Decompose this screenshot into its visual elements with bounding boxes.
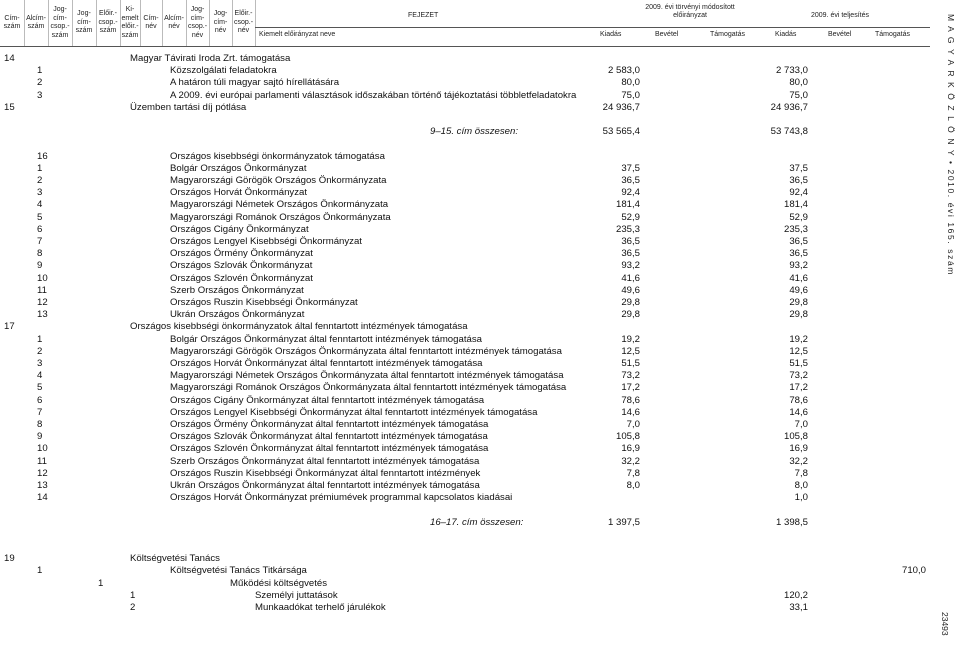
- table-row: [0, 443, 930, 455]
- subtitle-name: Országos Ruszin Kisebbségi Önkormányzat által fenntartott intézmények: [170, 467, 481, 479]
- title-number: 19: [4, 553, 15, 565]
- subtitle-number: 1: [37, 162, 43, 174]
- subtitle-number: 9: [37, 260, 43, 272]
- table-row: [0, 358, 930, 370]
- subtitle-number: 9: [37, 431, 43, 443]
- subheader-col-2: Bevétel: [655, 31, 679, 38]
- appropriation-number: 1: [130, 589, 136, 601]
- modified-budget-value: 7,0: [626, 419, 640, 430]
- subtitle-name: Országos Örmény Önkormányzat által fenntartott intézmények támogatása: [170, 419, 489, 430]
- title-name: Országos kisebbségi önkormányzatok által fenntartott intézmények támogatása: [130, 321, 468, 333]
- subtitle-name: Költségvetési Tanács Titkársága: [170, 565, 307, 577]
- subtitle-name: Magyarországi Románok Országos Önkormányzata: [170, 211, 391, 223]
- table-row: [0, 273, 930, 285]
- table-row: [0, 126, 930, 138]
- appropriation-number: 2: [130, 602, 136, 613]
- subtitle-name: Országos Ruszin Kisebbségi Önkormányzat: [170, 297, 358, 308]
- performance-value: 8,0: [794, 480, 808, 491]
- table-row: [0, 163, 930, 175]
- performance-value: 16,9: [789, 443, 808, 455]
- table-row: [0, 504, 930, 516]
- subtitle-name: Országos Cigány Önkormányzat: [170, 223, 309, 235]
- performance-value: 53 743,8: [770, 126, 808, 138]
- subtitle-number: 14: [37, 492, 48, 504]
- performance-value: 36,5: [789, 175, 808, 186]
- subtitle-number: 1: [37, 333, 43, 345]
- table-row: [0, 285, 930, 297]
- subtitle-name: Szerb Országos Önkormányzat által fenntartott intézmények támogatása: [170, 455, 480, 467]
- subtitle-number: 5: [37, 382, 43, 394]
- performance-value: 36,5: [789, 248, 808, 260]
- section-label: FEJEZET: [408, 12, 439, 19]
- performance-value: 29,8: [789, 309, 808, 321]
- subtitle-number: 3: [37, 358, 43, 369]
- appropriation-name: Munkaadókat terhelő járulékok: [255, 602, 386, 613]
- modified-budget-value: 16,9: [621, 443, 640, 455]
- subtitle-name: Közszolgálati feladatokra: [170, 65, 277, 77]
- title-number: 17: [4, 321, 15, 333]
- modified-budget-value: 93,2: [621, 260, 640, 272]
- performance-value: 49,6: [789, 284, 808, 296]
- table-row: [0, 468, 930, 480]
- subtitle-name: Országos Lengyel Kisebbségi Önkormányzat által fenntartott intézmények támogatása: [170, 406, 538, 418]
- table-row: [0, 199, 930, 211]
- performance-value: 32,2: [789, 455, 808, 467]
- modified-budget-value: 53 565,4: [602, 126, 640, 138]
- performance-value: 80,0: [789, 77, 808, 89]
- subtitle-name: Szerb Országos Önkormányzat: [170, 284, 304, 296]
- performance-value: 7,8: [794, 467, 808, 479]
- performance-value: 52,9: [789, 211, 808, 223]
- subtitle-name: Országos Örmény Önkormányzat: [170, 248, 313, 260]
- modified-budget-value: 12,5: [621, 345, 640, 357]
- table-row: [0, 553, 930, 565]
- performance-value: 19,2: [789, 333, 808, 345]
- header-col-8: Alcím- név: [162, 0, 187, 46]
- modified-budget-value: 17,2: [621, 382, 640, 394]
- performance-value: 181,4: [783, 199, 808, 211]
- subtitle-name: Országos Horvát Önkormányzat: [170, 187, 308, 199]
- subtitle-name: Országos Lengyel Kisebbségi Önkormányzat: [170, 236, 362, 247]
- modified-budget-value: 29,8: [621, 309, 640, 321]
- performance-value: 29,8: [789, 297, 808, 308]
- subtitle-name: Országos Szlovén Önkormányzat által fenntartott intézmények támogatása: [170, 443, 489, 455]
- subtitle-number: 5: [37, 211, 43, 223]
- table-row: [0, 114, 930, 126]
- subtitle-name: Ukrán Országos Önkormányzat: [170, 309, 305, 321]
- table-row: [0, 419, 930, 431]
- table-row: [0, 480, 930, 492]
- performance-value: 12,5: [789, 345, 808, 357]
- subtitle-name: Országos Cigány Önkormányzat által fenntartott intézmények támogatása: [170, 394, 485, 406]
- performance-value: 1 398,5: [775, 516, 808, 528]
- table-row: [0, 90, 930, 102]
- subtitle-number: 2: [37, 77, 43, 89]
- table-row: [0, 224, 930, 236]
- modified-budget-value: 32,2: [621, 455, 640, 467]
- subtitle-number: 4: [37, 370, 43, 382]
- table-row: [0, 65, 930, 77]
- table-row: [0, 456, 930, 468]
- modified-budget-value: 80,0: [621, 77, 640, 89]
- subtitle-number: 13: [37, 480, 48, 491]
- performance-value: 235,3: [783, 223, 808, 235]
- table-row: [0, 151, 930, 163]
- performance-value: 33,1: [789, 602, 808, 613]
- performance-group-label: 2009. évi teljesítés: [811, 12, 869, 19]
- subtitle-name: Magyarországi Görögök Országos Önkormányzata által fenntartott intézmények támogatása: [170, 345, 562, 357]
- header-col-3: Jog- cím- csop.- szám: [48, 0, 73, 46]
- subtitle-name: Ukrán Országos Önkormányzat által fenntartott intézmények támogatása: [170, 480, 480, 491]
- subtitle-number: 12: [37, 297, 48, 308]
- subtitle-number: 7: [37, 236, 43, 247]
- subtitle-name: Magyarországi Németek Országos Önkormányzata: [170, 199, 389, 211]
- subheader-col-3: Támogatás: [710, 31, 746, 38]
- subtitle-number: 2: [37, 345, 43, 357]
- subtitle-name: Országos Szlovén Önkormányzat: [170, 272, 313, 284]
- table-row: [0, 175, 930, 187]
- modified-budget-value: 19,2: [621, 333, 640, 345]
- table-row: [0, 102, 930, 114]
- subtitle-number: 3: [37, 187, 43, 199]
- table-row: [0, 529, 930, 541]
- table-row: [0, 248, 930, 260]
- table-row: [0, 395, 930, 407]
- subtitle-name: Országos Horvát Önkormányzat által fenntartott intézmények támogatása: [170, 358, 483, 369]
- performance-value: 51,5: [789, 358, 808, 369]
- publication-title: M A G Y A R K Ö Z L Ö N Y • 2010. évi 165. szám: [946, 14, 956, 276]
- performance-value: 93,2: [789, 260, 808, 272]
- subtitle-name: A határon túli magyar sajtó hírellátására: [170, 77, 340, 89]
- title-name: Költségvetési Tanács: [130, 553, 220, 565]
- subtitle-name: Országos Horvát Önkormányzat prémiumévek programmal kapcsolatos kiadásai: [170, 492, 513, 504]
- subtitle-number: 2: [37, 175, 43, 186]
- modified-budget-group-label: 2009. évi törvényi módosított előirányzat: [645, 4, 735, 19]
- header-col-1: Cím- szám: [0, 0, 25, 46]
- header-col-9: Jog- cím- csop.- név: [186, 0, 210, 46]
- table-row: [0, 138, 930, 150]
- subtitle-number: 1: [37, 65, 43, 77]
- performance-value: 7,0: [794, 419, 808, 430]
- table-row: [0, 370, 930, 382]
- performance-value: 24 936,7: [770, 101, 808, 113]
- performance-value: 120,2: [783, 589, 808, 601]
- subtitle-number: 13: [37, 309, 48, 321]
- modified-budget-value: 7,8: [626, 467, 640, 479]
- subtitle-number: 11: [37, 455, 47, 467]
- subtitle-name: Bolgár Országos Önkormányzat: [170, 162, 307, 174]
- modified-budget-value: 36,5: [621, 175, 640, 186]
- subtitle-number: 7: [37, 406, 43, 418]
- subtitle-number: 6: [37, 223, 43, 235]
- table-row: [0, 346, 930, 358]
- table-row: [0, 236, 930, 248]
- subtitle-name: Bolgár Országos Önkormányzat által fenntartott intézmények támogatása: [170, 333, 482, 345]
- modified-budget-value: 49,6: [621, 284, 640, 296]
- table-row: [0, 407, 930, 419]
- performance-value: 37,5: [789, 162, 808, 174]
- title-name: Magyar Távirati Iroda Zrt. támogatása: [130, 53, 291, 64]
- title-number: 15: [4, 101, 15, 113]
- table-row: [0, 590, 930, 602]
- modified-budget-value: 73,2: [621, 370, 640, 382]
- modified-budget-value: 14,6: [621, 406, 640, 418]
- modified-budget-value: 92,4: [621, 187, 640, 199]
- table-header: [0, 0, 930, 46]
- subheader-col-1: Kiadás: [600, 31, 622, 38]
- performance-value: 41,6: [789, 272, 808, 284]
- table-row: [0, 187, 930, 199]
- total-label: 9–15. cím összesen:: [430, 126, 518, 138]
- subtitle-name: Magyarországi Románok Országos Önkormányzata által fenntartott intézmények támogatása: [170, 382, 567, 394]
- subtitle-number: 6: [37, 394, 43, 406]
- table-row: [0, 297, 930, 309]
- modified-budget-value: 36,5: [621, 236, 640, 247]
- modified-budget-value: 52,9: [621, 211, 640, 223]
- total-label: 16–17. cím összesen:: [430, 516, 524, 528]
- subtitle-number: 4: [37, 199, 43, 211]
- table-row: [0, 541, 930, 553]
- subheader-col-6: Támogatás: [875, 31, 911, 38]
- header-col-4: Jog- cím- szám: [72, 0, 97, 46]
- subtitle-number: 11: [37, 284, 47, 296]
- header-col-5: Előir.- csop.- szám: [96, 0, 121, 46]
- performance-value: 36,5: [789, 236, 808, 247]
- modified-budget-value: 8,0: [626, 480, 640, 491]
- table-row: [0, 309, 930, 321]
- performance-value: 1,0: [794, 492, 808, 504]
- subheader-col-4: Kiadás: [775, 31, 797, 38]
- performance-value: 105,8: [783, 431, 808, 443]
- table-row: [0, 321, 930, 333]
- table-row: [0, 578, 930, 590]
- modified-budget-value: 41,6: [621, 272, 640, 284]
- subtitle-name: A 2009. évi európai parlamenti választások időszakában történő tájékoztatási többletfeladatokra: [170, 89, 577, 101]
- table-row: [0, 382, 930, 394]
- subtitle-number: 8: [37, 248, 43, 260]
- modified-budget-value: 29,8: [621, 297, 640, 308]
- header-col-10: Jog- cím- név: [209, 0, 233, 46]
- header-col-2: Alcím- szám: [24, 0, 49, 46]
- subtitle-name: Országos kisebbségi önkormányzatok támogatása: [170, 150, 385, 162]
- performance-value: 17,2: [789, 382, 808, 394]
- modified-budget-value: 24 936,7: [602, 101, 640, 113]
- title-number: 14: [4, 53, 15, 64]
- performance-value: 2 733,0: [775, 65, 808, 77]
- modified-budget-value: 78,6: [621, 394, 640, 406]
- subtitle-number: 10: [37, 443, 48, 455]
- subtitle-number: 3: [37, 89, 43, 101]
- performance-value: 75,0: [789, 89, 808, 101]
- modified-budget-value: 36,5: [621, 248, 640, 260]
- table-row: [0, 53, 930, 65]
- table-row: [0, 602, 930, 614]
- table-row: [0, 334, 930, 346]
- modified-budget-value: 51,5: [621, 358, 640, 369]
- modified-budget-value: 1 397,5: [607, 516, 640, 528]
- subtitle-number: 10: [37, 272, 48, 284]
- title-name: Üzemben tartási díj pótlása: [130, 101, 247, 113]
- header-col-7: Cím- név: [140, 0, 163, 46]
- subtitle-number: 8: [37, 419, 43, 430]
- performance-value: 14,6: [789, 406, 808, 418]
- appropriation-name-label: Kiemelt előirányzat neve: [259, 31, 336, 38]
- modified-budget-value: 235,3: [615, 223, 640, 235]
- table-row: [0, 492, 930, 504]
- table-row: [0, 431, 930, 443]
- header-col-11: Előir.- csop.- név: [232, 0, 256, 46]
- modified-budget-value: 105,8: [615, 431, 640, 443]
- modified-budget-value: 37,5: [621, 162, 640, 174]
- support-value: 710,0: [901, 565, 926, 577]
- subtitle-name: Országos Szlovák Önkormányzat: [170, 260, 313, 272]
- subtitle-name: Magyarországi Görögök Országos Önkormányzata: [170, 175, 387, 186]
- subtitle-number: 12: [37, 467, 48, 479]
- table-row: [0, 260, 930, 272]
- header-col-6: Ki- emelt előir.- szám: [120, 0, 141, 46]
- appropriation-group-name: Működési költségvetés: [230, 577, 328, 589]
- modified-budget-value: 2 583,0: [607, 65, 640, 77]
- modified-budget-value: 181,4: [615, 199, 640, 211]
- subtitle-number: 1: [37, 565, 43, 577]
- subtitle-number: 16: [37, 150, 48, 162]
- modified-budget-value: 75,0: [621, 89, 640, 101]
- header-divider: [255, 27, 930, 28]
- appropriation-name: Személyi juttatások: [255, 589, 338, 601]
- appropriation-group-number: 1: [98, 577, 104, 589]
- subheader-col-5: Bevétel: [828, 31, 852, 38]
- page-number: 23493: [940, 612, 950, 636]
- performance-value: 92,4: [789, 187, 808, 199]
- table-row: [0, 77, 930, 89]
- subtitle-name: Magyarországi Németek Országos Önkormányzata által fenntartott intézmények támogatása: [170, 370, 564, 382]
- table-row: [0, 517, 930, 529]
- header-bottom-rule: [0, 46, 930, 47]
- performance-value: 73,2: [789, 370, 808, 382]
- table-row: [0, 565, 930, 577]
- performance-value: 78,6: [789, 394, 808, 406]
- table-row: [0, 212, 930, 224]
- subtitle-name: Országos Szlovák Önkormányzat által fenntartott intézmények támogatása: [170, 431, 488, 443]
